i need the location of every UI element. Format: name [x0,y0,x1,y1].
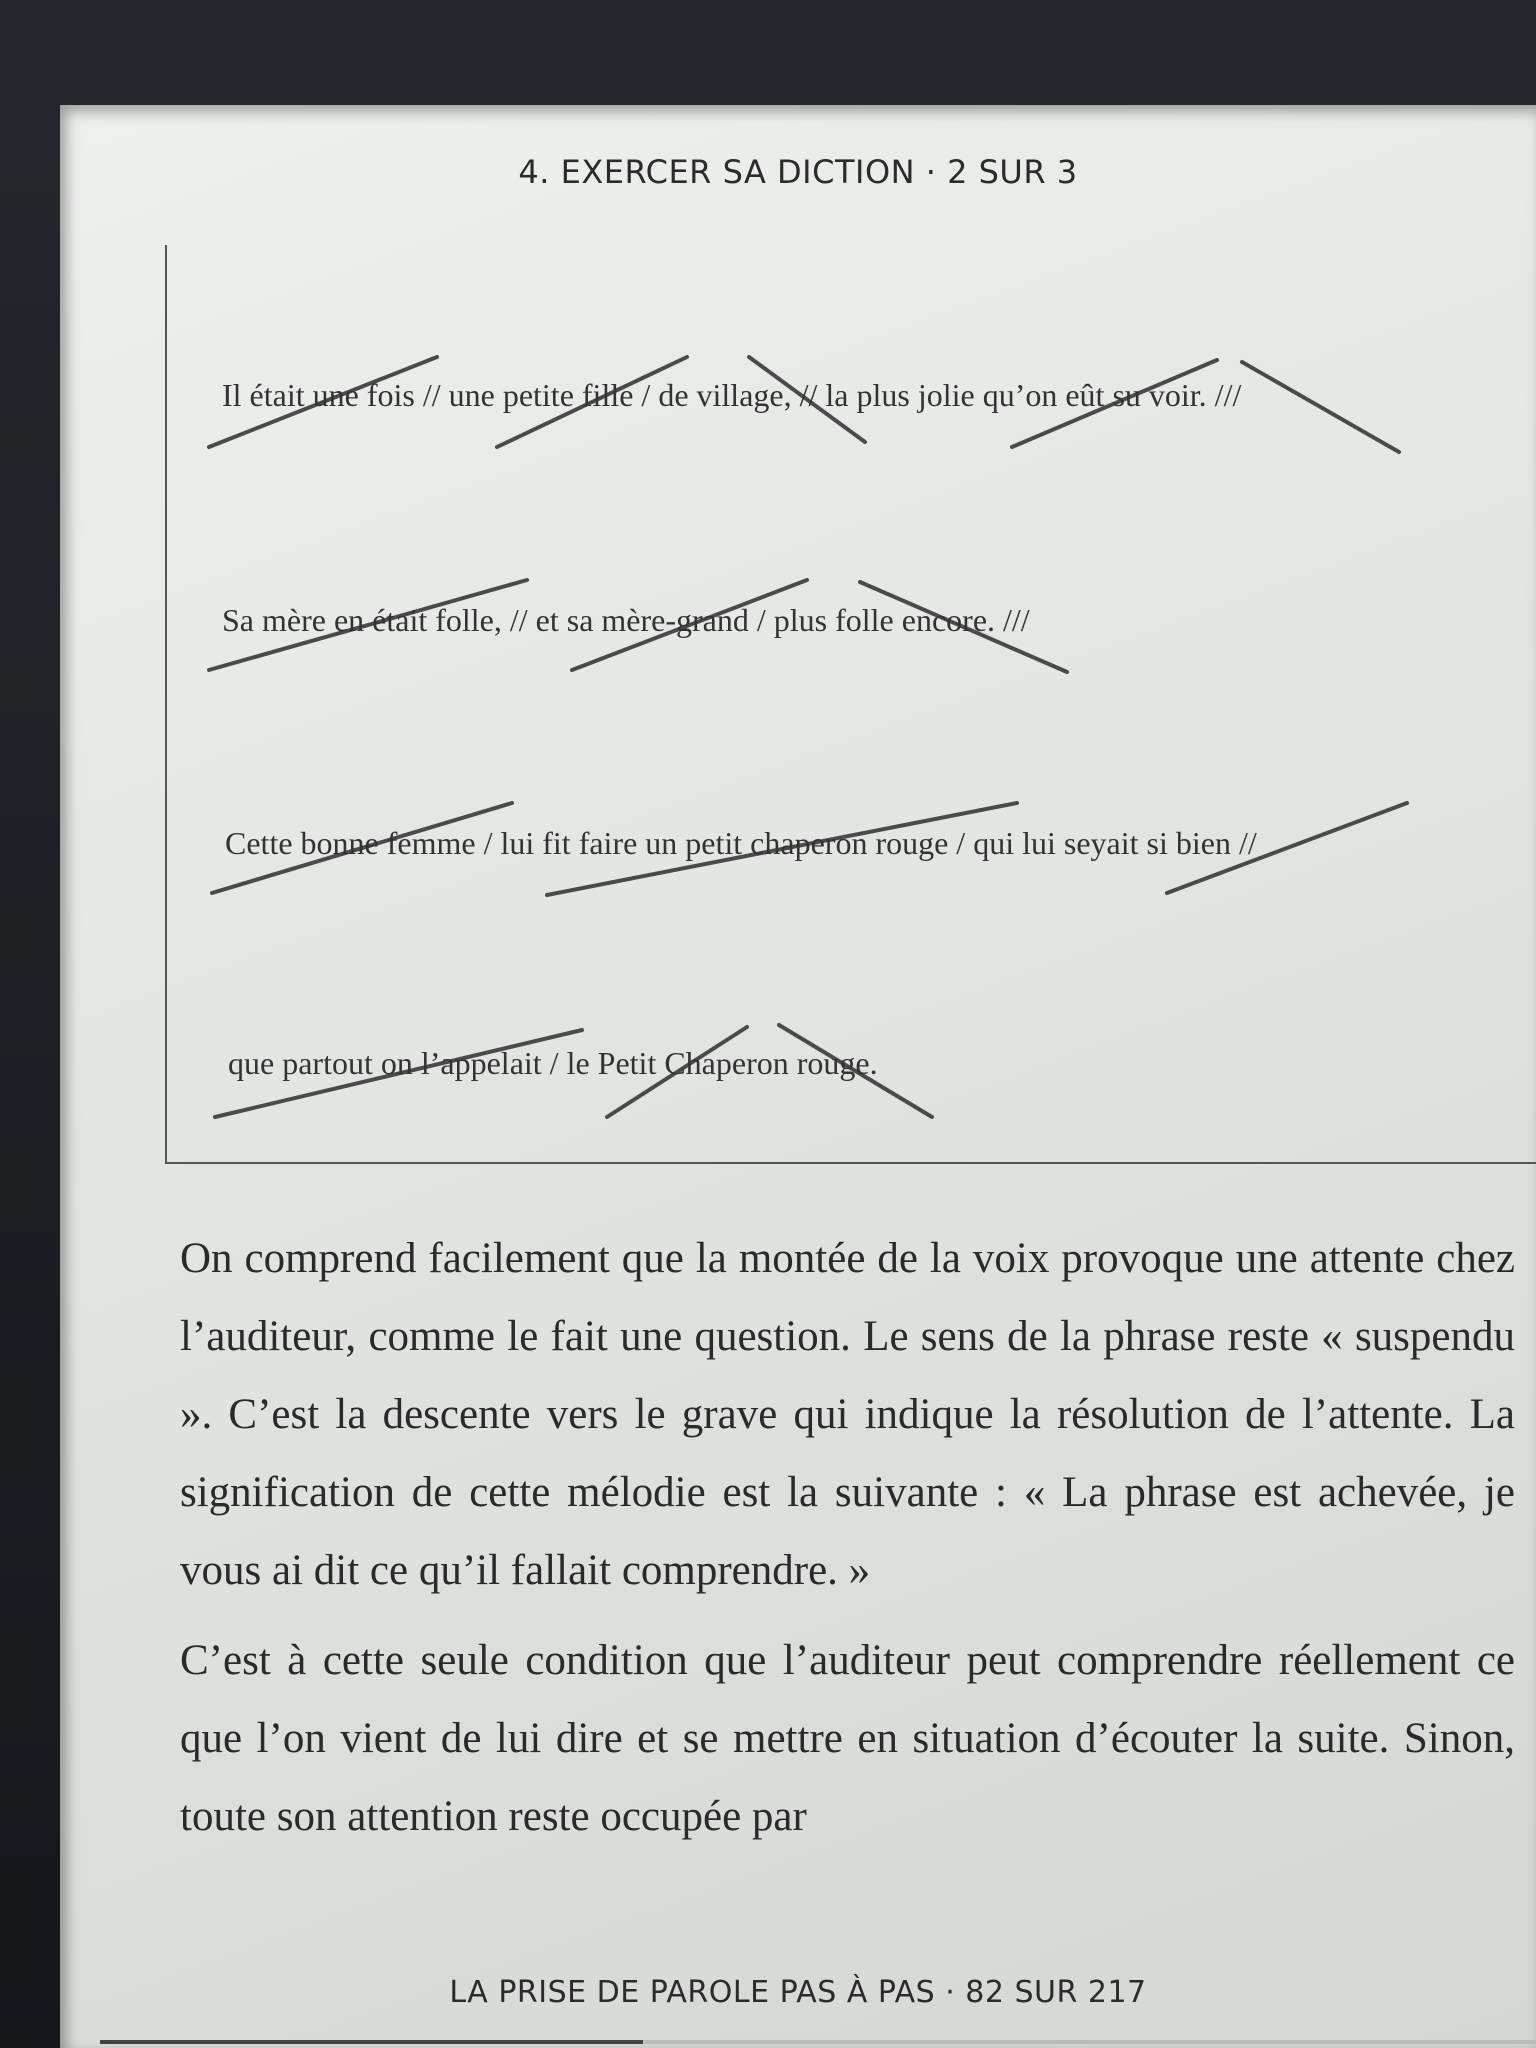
paragraph: On comprend facilement que la montée de la voix provoque une attente chez l’auditeur, comme le fait une question. Le sens de la phrase reste « suspendu ». C’est la descente vers le grave qui indique la résolution de l’attente. La signification de cette mélodie est la suivante : « La phrase est achevée, je vous ai dit ce qu’il fallait comprendre. » [180,1235,1515,1594]
reading-progress-bar [100,2040,1536,2044]
book-progress-footer: LA PRISE DE PAROLE PAS À PAS · 82 SUR 217 [449,1975,1147,2010]
reader-screen[interactable] [60,105,1536,2048]
paragraph: C’est à cette seule condition que l’auditeur peut comprendre réellement ce que l’on vient de lui dire et se mettre en situation d’écouter la suite. Sinon, toute son attention reste occupée par [180,1637,1515,1840]
exercise-phrase-1: Il était une fois // une petite fille / de village, // la plus jolie qu’on eût su voir. /// [222,377,1242,413]
falling-contour [1242,362,1399,452]
body-text [180,1220,1515,1868]
reading-progress-fill [100,2040,643,2044]
exercise-phrase-3: Cette bonne femme / lui fit faire un petit chaperon rouge / qui lui seyait si bien // [225,825,1257,861]
exercise-phrase-4: que partout on l’appelait / le Petit Chaperon rouge. [228,1045,878,1081]
exercise-phrase-2: Sa mère en était folle, // et sa mère-grand / plus folle encore. /// [222,602,1030,638]
chapter-progress-header: 4. EXERCER SA DICTION · 2 SUR 3 [518,153,1078,191]
